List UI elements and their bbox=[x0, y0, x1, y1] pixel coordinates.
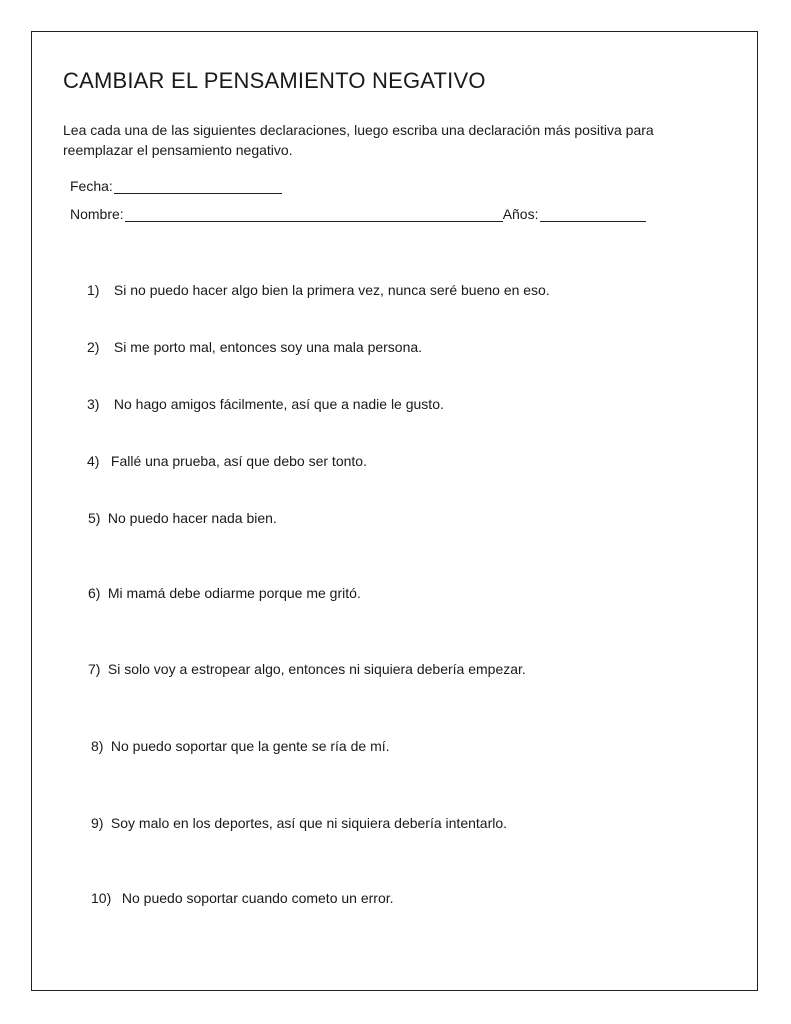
fecha-field[interactable] bbox=[70, 178, 282, 194]
list-item bbox=[91, 738, 390, 754]
item-number: 5) bbox=[88, 510, 101, 526]
anos-blank-line[interactable] bbox=[540, 206, 646, 222]
list-item bbox=[87, 396, 444, 412]
fecha-blank-line[interactable] bbox=[114, 178, 282, 194]
item-text: No hago amigos fácilmente, así que a nadie le gusto. bbox=[113, 396, 444, 412]
list-item bbox=[88, 510, 277, 526]
list-item bbox=[87, 453, 367, 469]
item-number: 3) bbox=[87, 396, 100, 412]
item-number: 1) bbox=[87, 282, 100, 298]
instructions-text: Lea cada una de las siguientes declaraciones, luego escriba una declaración más positiva para reemplazar el pensamiento negativo. bbox=[63, 122, 654, 158]
nombre-blank-line[interactable] bbox=[125, 206, 503, 222]
item-text: Soy malo en los deportes, así que ni siquiera debería intentarlo. bbox=[110, 815, 508, 831]
item-number: 7) bbox=[88, 661, 101, 677]
nombre-label: Nombre: bbox=[70, 206, 124, 222]
item-number: 9) bbox=[91, 815, 104, 831]
item-text: No puedo soportar cuando cometo un error. bbox=[121, 890, 394, 906]
item-text: No puedo soportar que la gente se ría de mí. bbox=[110, 738, 390, 754]
item-text: Si no puedo hacer algo bien la primera vez, nunca seré bueno en eso. bbox=[113, 282, 550, 298]
list-item bbox=[91, 890, 394, 906]
item-text: No puedo hacer nada bien. bbox=[107, 510, 277, 526]
anos-label: Años: bbox=[502, 206, 539, 222]
list-item bbox=[87, 282, 550, 298]
item-number: 8) bbox=[91, 738, 104, 754]
item-number: 4) bbox=[87, 453, 100, 469]
item-number: 6) bbox=[88, 585, 101, 601]
list-item bbox=[87, 339, 422, 355]
list-item bbox=[88, 661, 526, 677]
item-number: 2) bbox=[87, 339, 100, 355]
list-item bbox=[88, 585, 361, 601]
item-text: Si solo voy a estropear algo, entonces ni siquiera debería empezar. bbox=[107, 661, 526, 677]
item-text: Fallé una prueba, así que debo ser tonto. bbox=[110, 453, 367, 469]
list-item bbox=[91, 815, 507, 831]
item-number: 10) bbox=[91, 890, 112, 906]
nombre-field[interactable] bbox=[70, 206, 646, 222]
item-text: Si me porto mal, entonces soy una mala persona. bbox=[113, 339, 423, 355]
item-text: Mi mamá debe odiarme porque me gritó. bbox=[107, 585, 361, 601]
fecha-label: Fecha: bbox=[70, 178, 113, 194]
page-title: CAMBIAR EL PENSAMIENTO NEGATIVO bbox=[63, 68, 486, 93]
